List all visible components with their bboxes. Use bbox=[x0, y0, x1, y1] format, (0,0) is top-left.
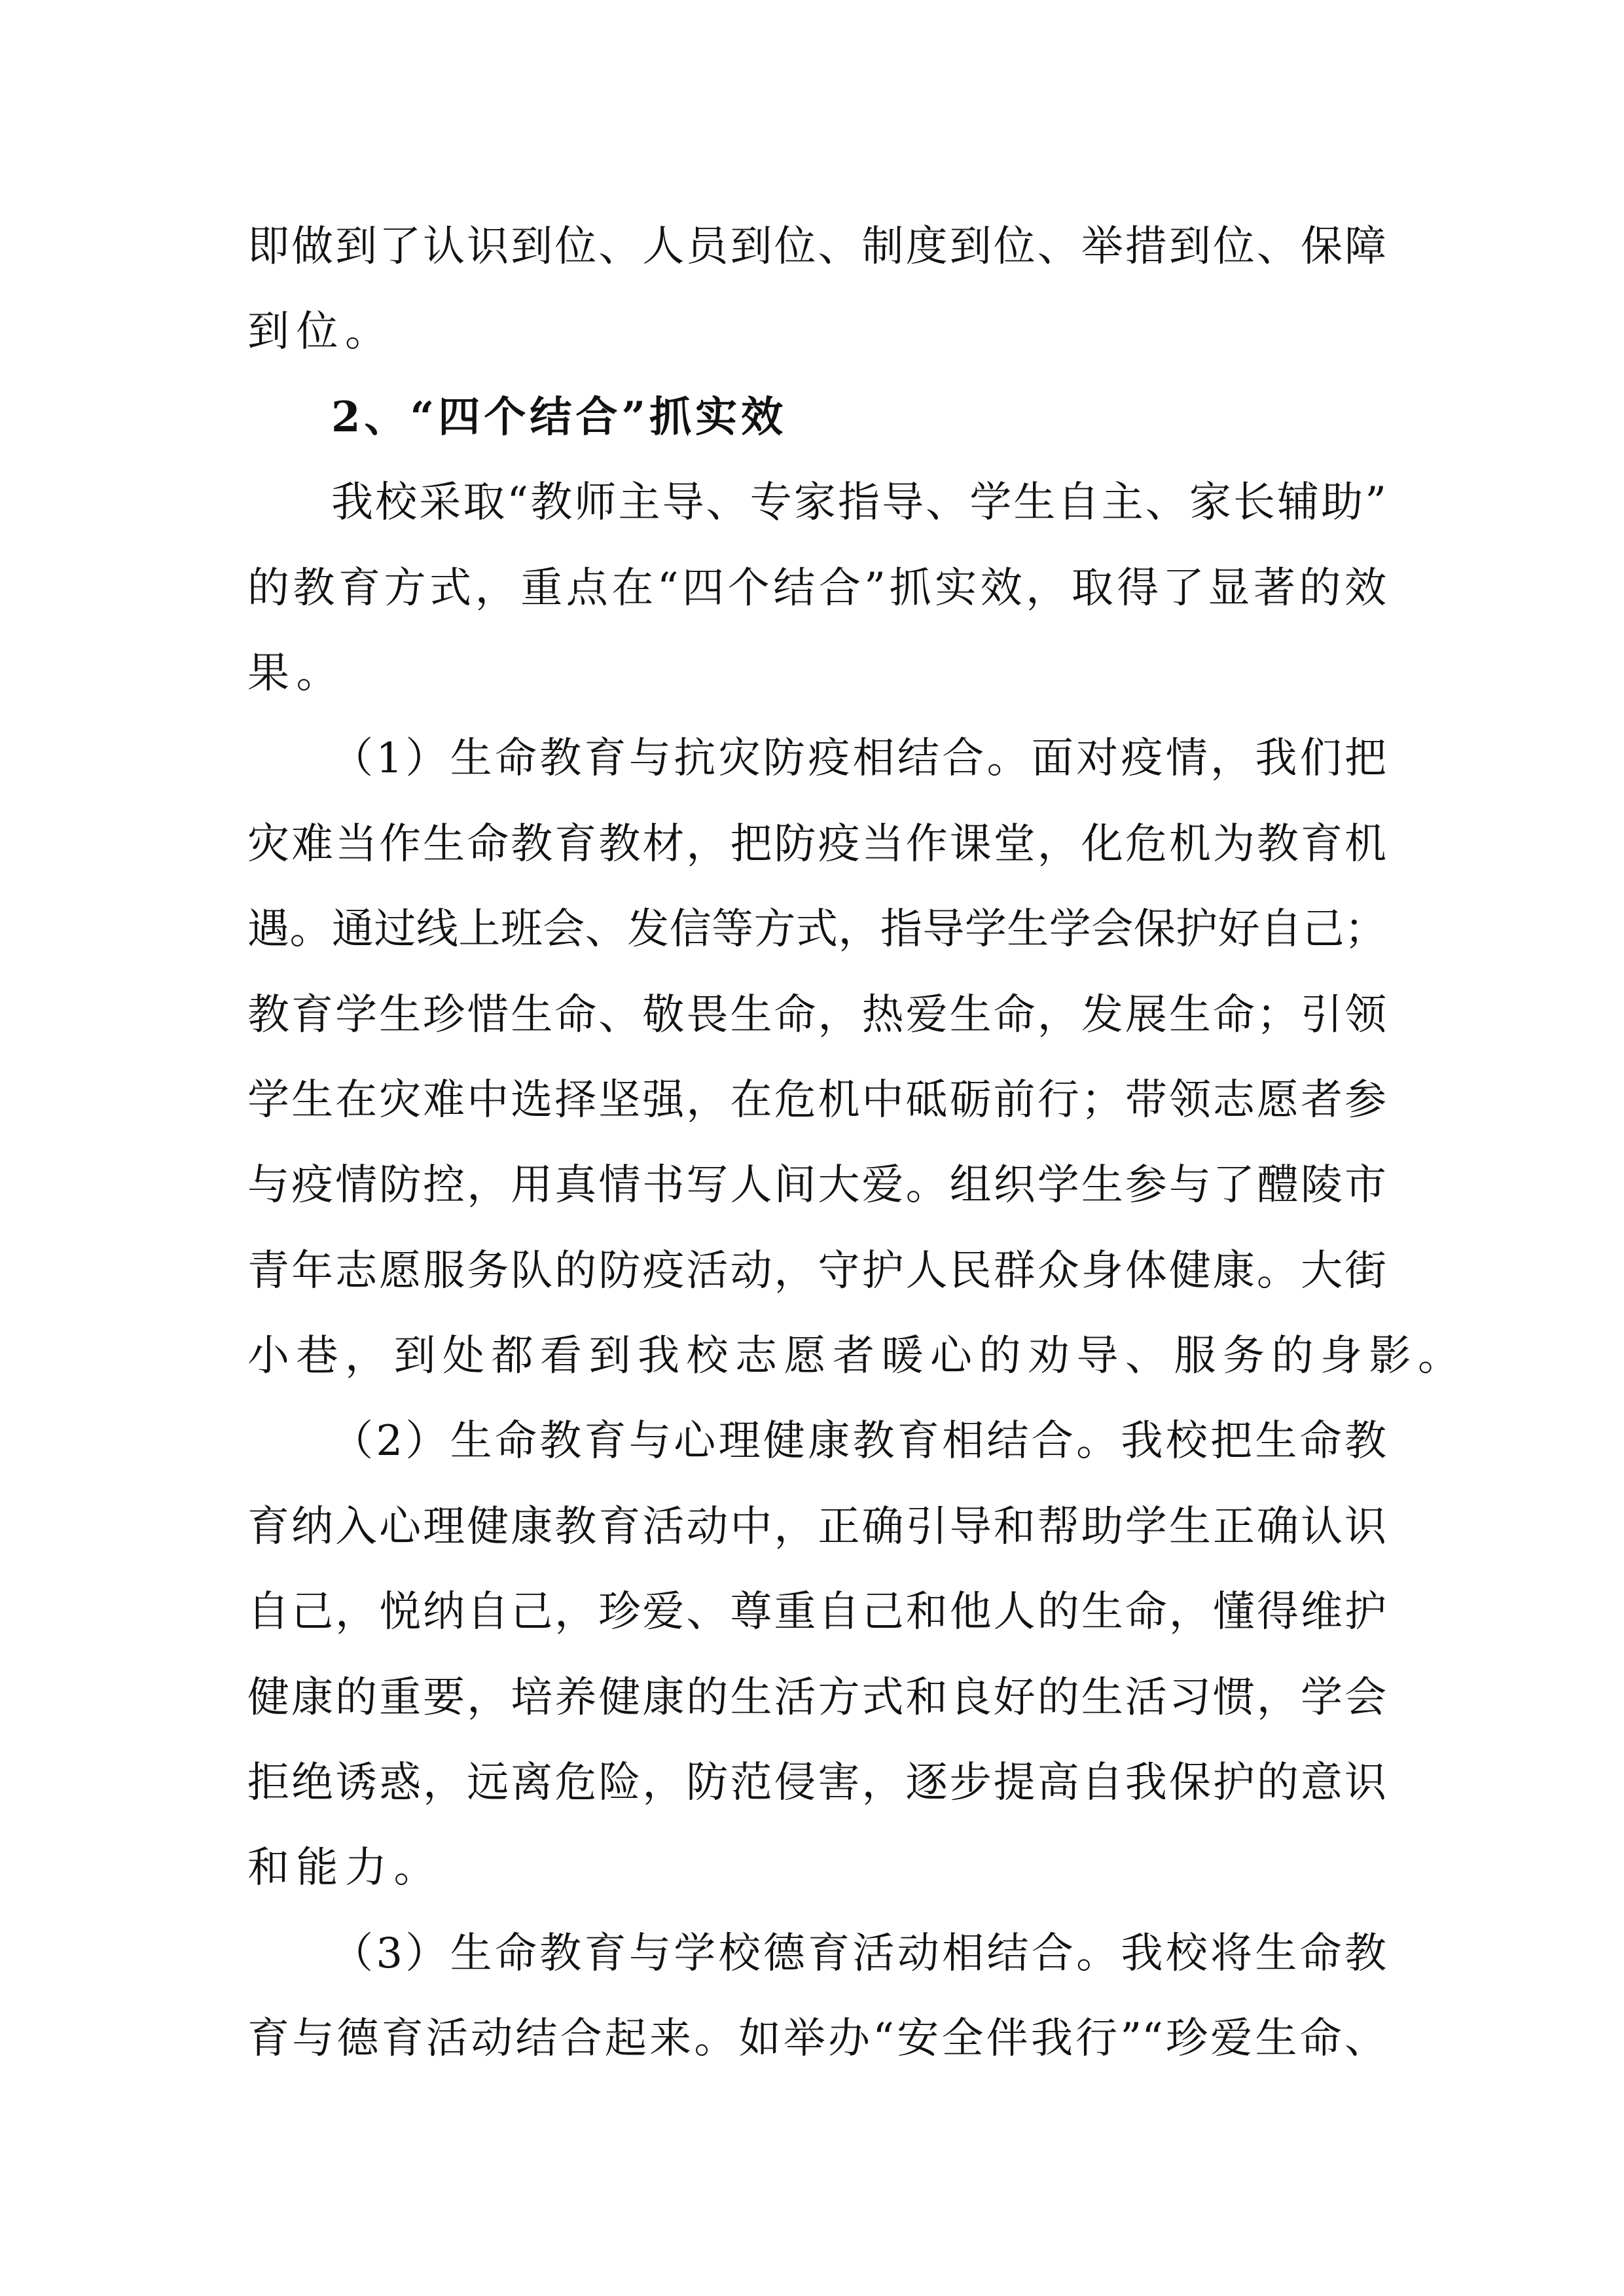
text-line: 我校采取“教师主导、专家指导、学生自主、家长辅助” bbox=[331, 478, 1386, 528]
text-line: 的教育方式，重点在“四个结合”抓实效，取得了显著的效 bbox=[247, 564, 1386, 613]
paragraph-item-2 bbox=[247, 1399, 1386, 1910]
paragraph-item-3 bbox=[247, 1911, 1386, 2082]
text-line: 遇。通过线上班会、发信等方式，指导学生学会保护好自己； bbox=[247, 905, 1386, 954]
text-line: 自己，悦纳自己，珍爱、尊重自己和他人的生命，懂得维护 bbox=[247, 1588, 1386, 1637]
text-line: 即做到了认识到位、人员到位、制度到位、举措到位、保障 bbox=[247, 223, 1386, 271]
text-line: 与疫情防控，用真情书写人间大爱。组织学生参与了醴陵市 bbox=[247, 1161, 1386, 1210]
text-line: 育纳入心理健康教育活动中，正确引导和帮助学生正确认识 bbox=[247, 1502, 1386, 1551]
text-line: 拒绝诱惑，远离危险，防范侵害，逐步提高自我保护的意识 bbox=[247, 1759, 1386, 1808]
text-line: 灾难当作生命教育教材，把防疫当作课堂，化危机为教育机 bbox=[247, 819, 1386, 869]
text-line: （1）生命教育与抗灾防疫相结合。面对疫情，我们把 bbox=[331, 734, 1386, 783]
paragraph-intro bbox=[247, 460, 1386, 716]
section-heading bbox=[247, 375, 1386, 460]
text-line: 到位。 bbox=[247, 308, 394, 357]
text-line: 育与德育活动结合起来。如举办“安全伴我行”“珍爱生命、 bbox=[247, 2015, 1386, 2064]
text-line: 学生在灾难中选择坚强，在危机中砥砺前行；带领志愿者参 bbox=[247, 1075, 1386, 1124]
text-line: 果。 bbox=[247, 649, 345, 698]
paragraph-continuation bbox=[247, 204, 1386, 375]
text-line: 青年志愿服务队的防疫活动，守护人民群众身体健康。大街 bbox=[247, 1246, 1386, 1295]
paragraph-item-1 bbox=[247, 716, 1467, 1399]
body-text bbox=[247, 204, 1467, 2082]
text-line: 健康的重要，培养健康的生活方式和良好的生活习惯，学会 bbox=[247, 1673, 1386, 1722]
text-line: （2）生命教育与心理健康教育相结合。我校把生命教 bbox=[331, 1417, 1386, 1466]
text-line: 和能力。 bbox=[247, 1844, 442, 1893]
text-line: （3）生命教育与学校德育活动相结合。我校将生命教 bbox=[331, 1929, 1386, 1978]
text-line: 教育学生珍惜生命、敬畏生命，热爱生命，发展生命；引领 bbox=[247, 990, 1386, 1039]
text-line: 小巷，到处都看到我校志愿者暖心的劝导、服务的身影。 bbox=[247, 1332, 1467, 1381]
heading-line: 2、“四个结合”抓实效 bbox=[331, 392, 787, 442]
